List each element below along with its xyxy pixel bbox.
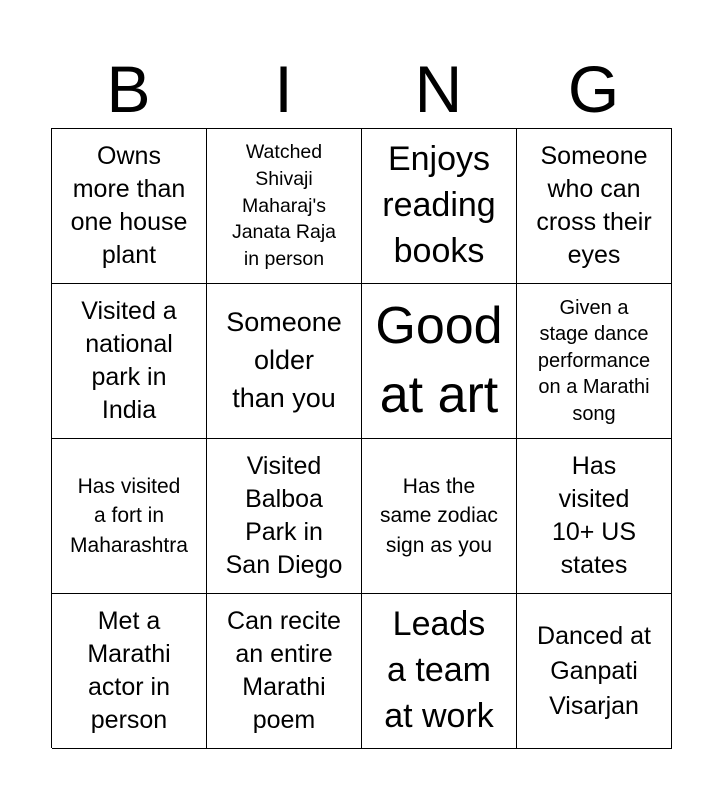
cell-text: Can recite an entire Marathi poem [227, 606, 341, 735]
cell-text: Visited Balboa Park in San Diego [225, 451, 343, 580]
header-letter-b: B [106, 52, 151, 126]
cell-text: Has visited 10+ US states [551, 451, 637, 580]
cell-text: Watched Shivaji Maharaj's Janata Raja in person [231, 140, 337, 271]
bingo-cell[interactable] [362, 594, 517, 749]
bingo-board [51, 128, 672, 748]
cell-text: Danced at Ganpati Visarjan [537, 621, 651, 720]
bingo-cell[interactable] [207, 594, 362, 749]
cell-text: Leads a team at work [384, 605, 494, 735]
cell-text: Owns more than one house plant [70, 141, 188, 270]
header-letter-g: G [567, 52, 620, 126]
bingo-cell[interactable] [52, 129, 207, 284]
header-letter-i: I [274, 52, 293, 126]
bingo-cell[interactable] [517, 284, 672, 439]
cell-text: Has visited a fort in Maharashtra [70, 474, 188, 557]
bingo-cell[interactable] [517, 129, 672, 284]
cell-text: Met a Marathi actor in person [87, 606, 171, 735]
bingo-cell[interactable] [207, 129, 362, 284]
cell-text: Visited a national park in India [81, 296, 177, 425]
cell-text: Enjoys reading books [382, 140, 496, 270]
header-letter-n: N [414, 52, 463, 126]
bingo-cell[interactable] [52, 594, 207, 749]
bingo-cell[interactable] [517, 594, 672, 749]
bingo-header [51, 50, 671, 128]
cell-text: Good at art [375, 296, 503, 424]
bingo-cell[interactable] [52, 439, 207, 594]
cell-text: Has the same zodiac sign as you [380, 474, 498, 557]
cell-text: Someone older than you [226, 307, 342, 413]
bingo-cell[interactable] [362, 284, 517, 439]
bingo-cell[interactable] [517, 439, 672, 594]
cell-text: Someone who can cross their eyes [536, 141, 652, 270]
bingo-cell[interactable] [362, 439, 517, 594]
bingo-cell[interactable] [207, 284, 362, 439]
cell-text: Given a stage dance performance on a Marathi song [537, 297, 651, 425]
bingo-cell[interactable] [362, 129, 517, 284]
bingo-cell[interactable] [52, 284, 207, 439]
bingo-cell[interactable] [207, 439, 362, 594]
